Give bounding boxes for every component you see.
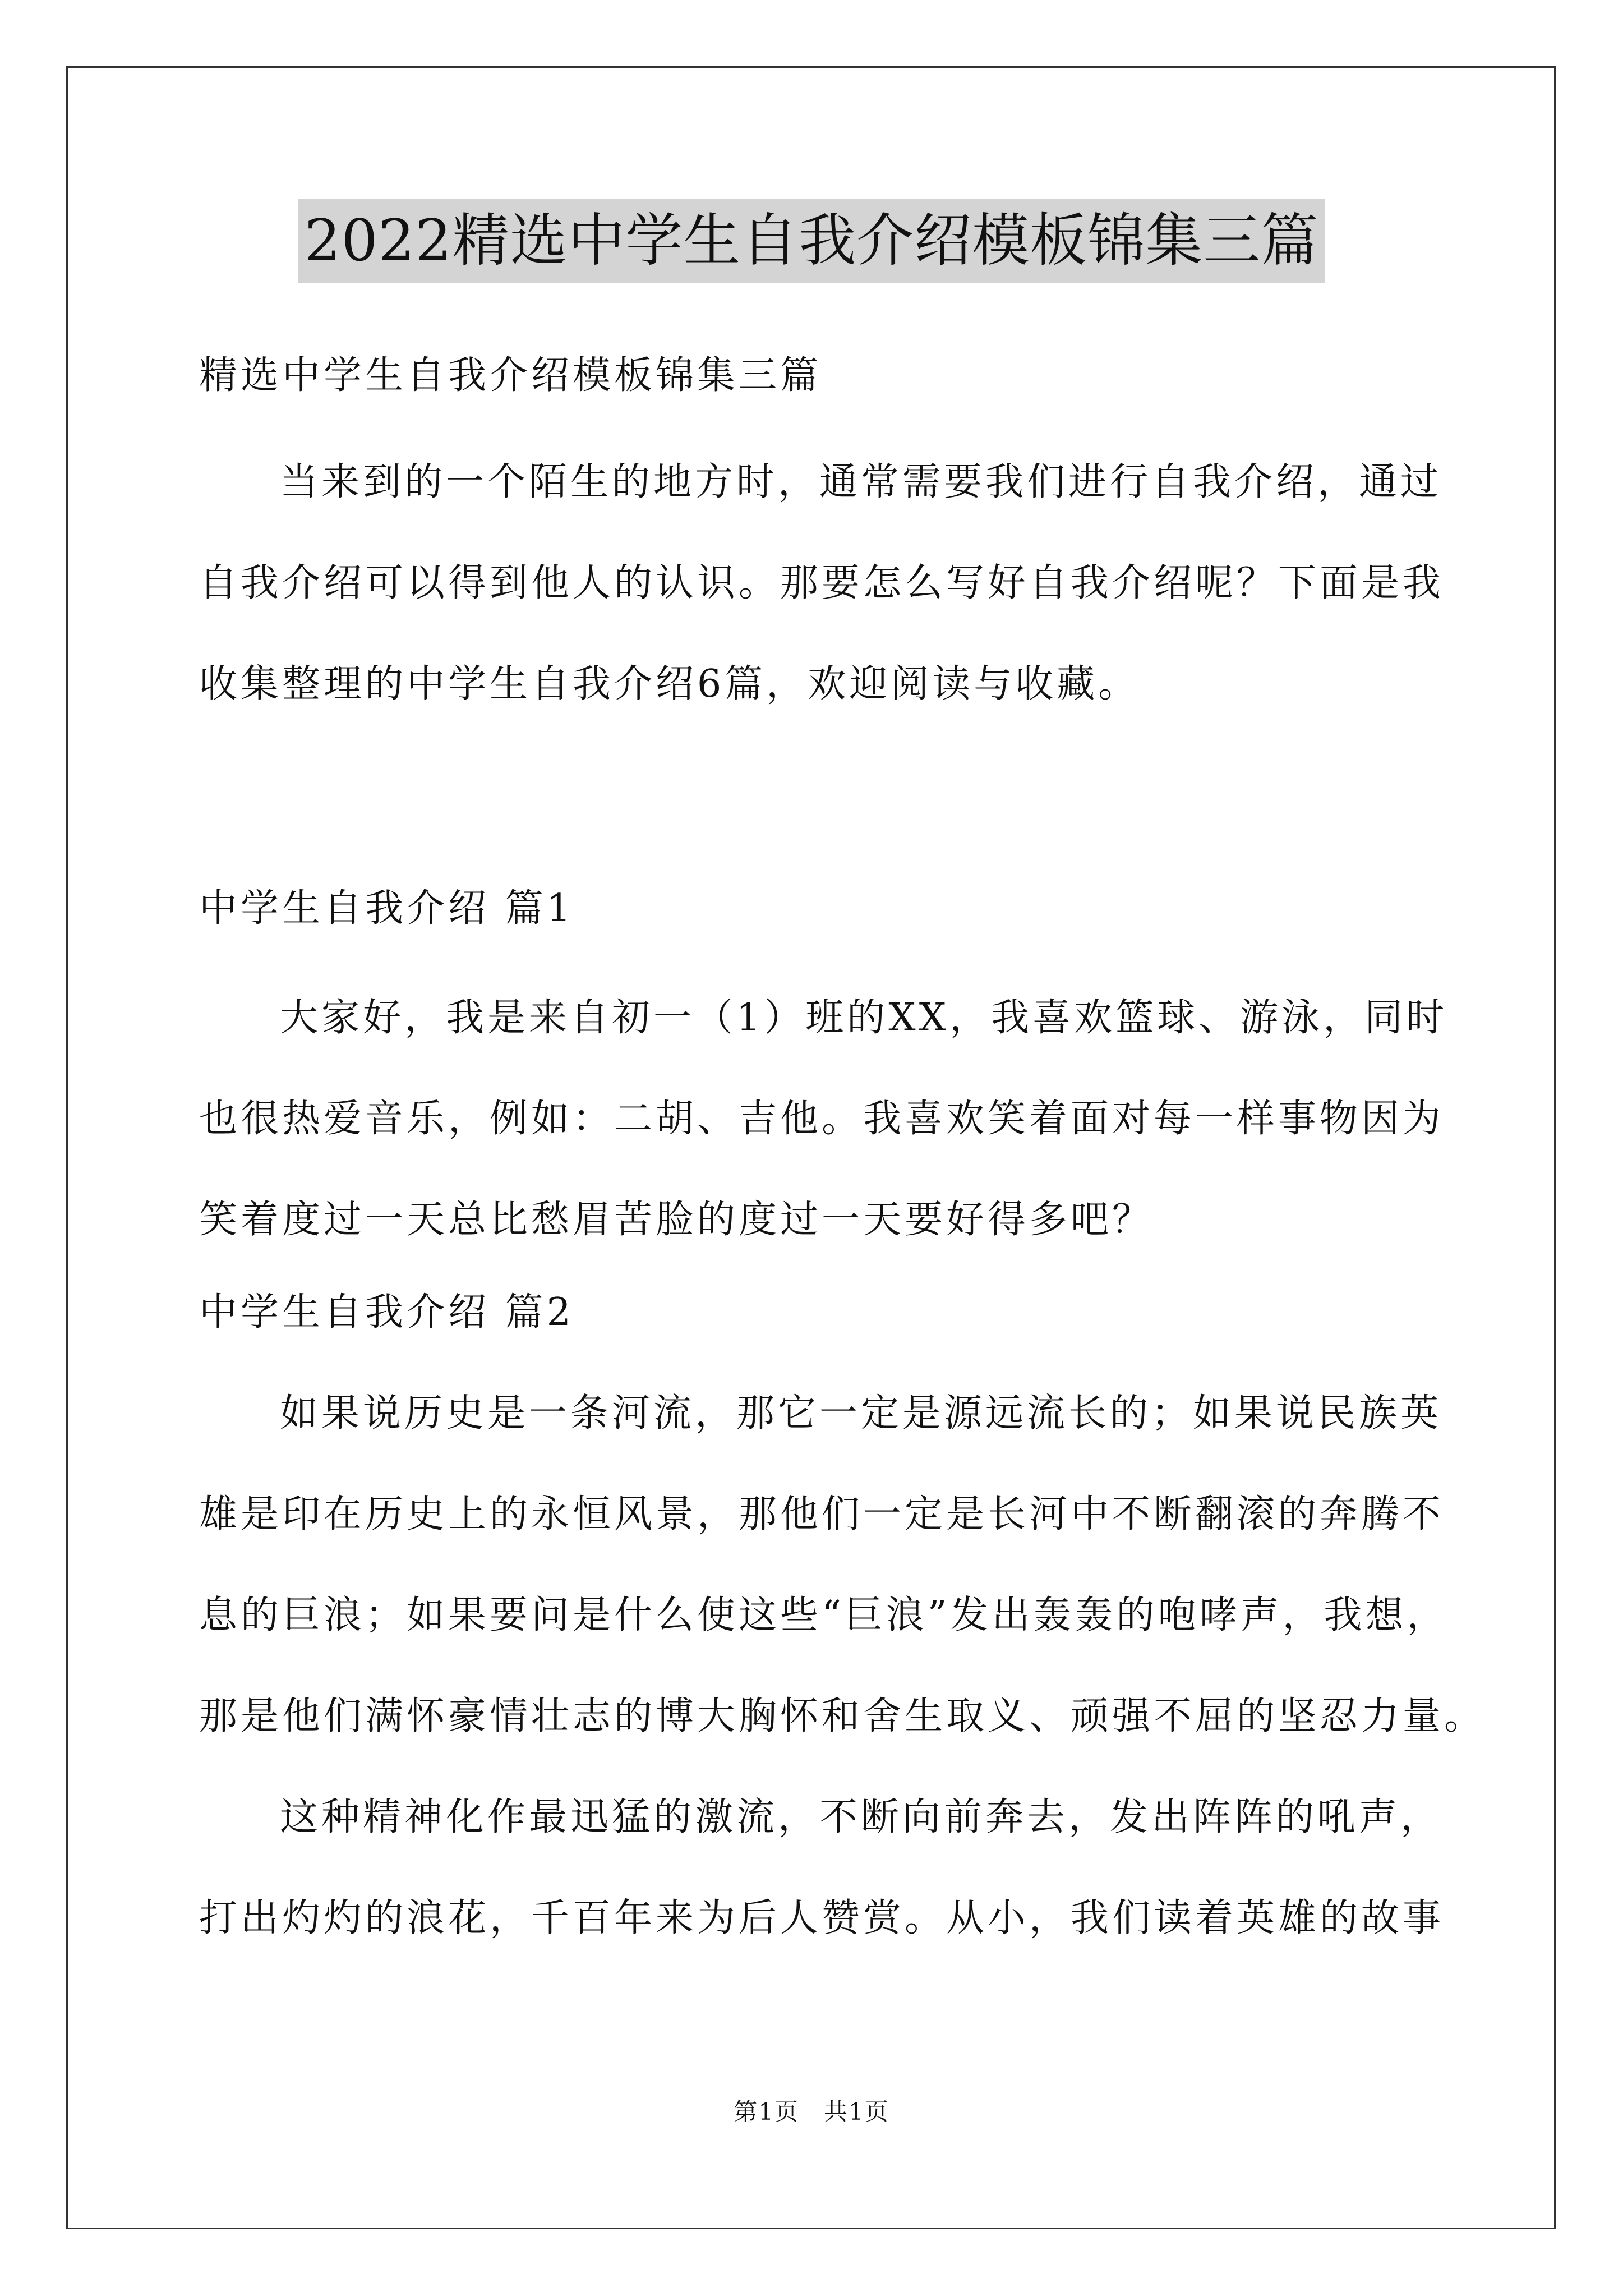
section-heading: 中学生自我介绍 篇2: [199, 1290, 574, 1335]
paragraph-line: 打出灼灼的浪花，千百年来为后人赞赏。从小，我们读着英雄的故事: [199, 1896, 1445, 1940]
subtitle: 精选中学生自我介绍模板锦集三篇: [199, 353, 822, 398]
intro-line: 当来到的一个陌生的地方时，通常需要我们进行自我介绍，通过: [280, 460, 1442, 504]
document-title: 2022精选中学生自我介绍模板锦集三篇: [298, 199, 1326, 283]
page-number: 第1页 共1页: [734, 2098, 889, 2125]
section-heading: 中学生自我介绍 篇1: [199, 886, 574, 931]
paragraph-line: 那是他们满怀豪情壮志的博大胸怀和舍生取义、顽强不屈的坚忍力量。: [199, 1694, 1486, 1738]
intro-line: 收集整理的中学生自我介绍6篇，欢迎阅读与收藏。: [199, 662, 1140, 706]
intro-line: 自我介绍可以得到他人的认识。那要怎么写好自我介绍呢？下面是我: [199, 561, 1445, 605]
paragraph-line: 也很热爱音乐，例如：二胡、吉他。我喜欢笑着面对每一样事物因为: [199, 1097, 1445, 1141]
paragraph-line: 息的巨浪；如果要问是什么使这些“巨浪”发出轰轰的咆哮声，我想，: [199, 1593, 1449, 1637]
paragraph-line: 大家好，我是来自初一（1）班的XX，我喜欢篮球、游泳，同时: [280, 996, 1448, 1040]
paragraph-line: 笑着度过一天总比愁眉苦脸的度过一天要好得多吧？: [199, 1198, 1154, 1242]
paragraph-line: 这种精神化作最迅猛的激流，不断向前奔去，发出阵阵的吼声，: [280, 1795, 1442, 1839]
title-container: [0, 199, 1623, 283]
paragraph-line: 雄是印在历史上的永恒风景，那他们一定是长河中不断翻滚的奔腾不: [199, 1492, 1445, 1536]
paragraph-line: 如果说历史是一条河流，那它一定是源远流长的；如果说民族英: [280, 1391, 1442, 1435]
